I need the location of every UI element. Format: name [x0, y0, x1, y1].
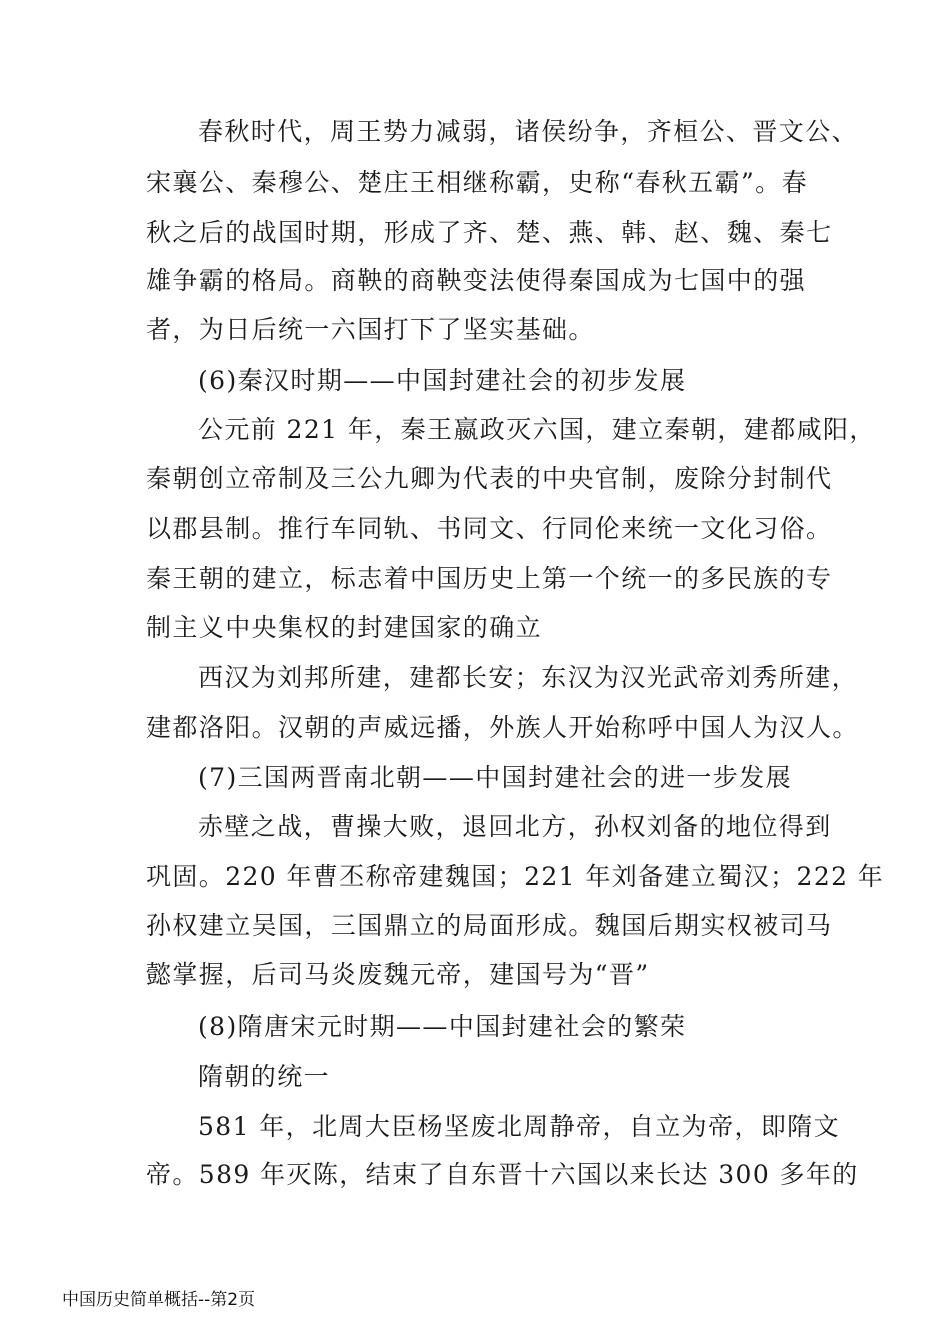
section-heading: (8)隋唐宋元时期——中国封建社会的繁荣: [198, 1012, 687, 1041]
body-line: 春秋时代，周王势力减弱，诸侯纷争，齐桓公、晋文公、: [198, 117, 859, 146]
body-line: 公元前 221 年，秦王嬴政灭六国，建立秦朝，建都咸阳，: [198, 415, 876, 444]
body-line: 者，为日后统一六国打下了坚实基础。: [146, 315, 595, 344]
body-line: 懿掌握，后司马炎废魏元帝，建国号为“晋”: [146, 960, 650, 989]
body-line: 宋襄公、秦穆公、楚庄王相继称霸，史称“春秋五霸”。春: [146, 168, 808, 197]
body-line: 雄争霸的格局。商鞅的商鞅变法使得秦国成为七国中的强: [146, 266, 807, 295]
body-line: 帝。589 年灭陈，结束了自东晋十六国以来长达 300 多年的: [146, 1160, 859, 1189]
body-line: 秋之后的战国时期，形成了齐、楚、燕、韩、赵、魏、秦七: [146, 218, 833, 247]
body-line: 西汉为刘邦所建，建都长安；东汉为汉光武帝刘秀所建，: [198, 663, 859, 692]
body-line: 秦王朝的建立，标志着中国历史上第一个统一的多民族的专: [146, 564, 833, 593]
body-line: 巩固。220 年曹丕称帝建魏国；221 年刘备建立蜀汉；222 年: [146, 862, 885, 891]
subsection-heading: 隋朝的统一: [198, 1062, 331, 1091]
body-line: 以郡县制。推行车同轨、书同文、行同伦来统一文化习俗。: [146, 514, 833, 543]
section-heading: (6)秦汉时期——中国封建社会的初步发展: [198, 366, 687, 395]
body-line: 581 年，北周大臣杨坚废北周静帝，自立为帝，即隋文: [198, 1112, 841, 1141]
section-heading: (7)三国两晋南北朝——中国封建社会的进一步发展: [198, 763, 793, 792]
page-footer: 中国历史简单概括--第2页: [62, 1290, 256, 1310]
body-line: 秦朝创立帝制及三公九卿为代表的中央官制，废除分封制代: [146, 464, 833, 493]
body-line: 赤壁之战，曹操大败，退回北方，孙权刘备的地位得到: [198, 812, 832, 841]
body-line: 建都洛阳。汉朝的声威远播，外族人开始称呼中国人为汉人。: [146, 713, 859, 742]
body-line: 孙权建立吴国，三国鼎立的局面形成。魏国后期实权被司马: [146, 911, 833, 940]
body-line: 制主义中央集权的封建国家的确立: [146, 613, 543, 642]
